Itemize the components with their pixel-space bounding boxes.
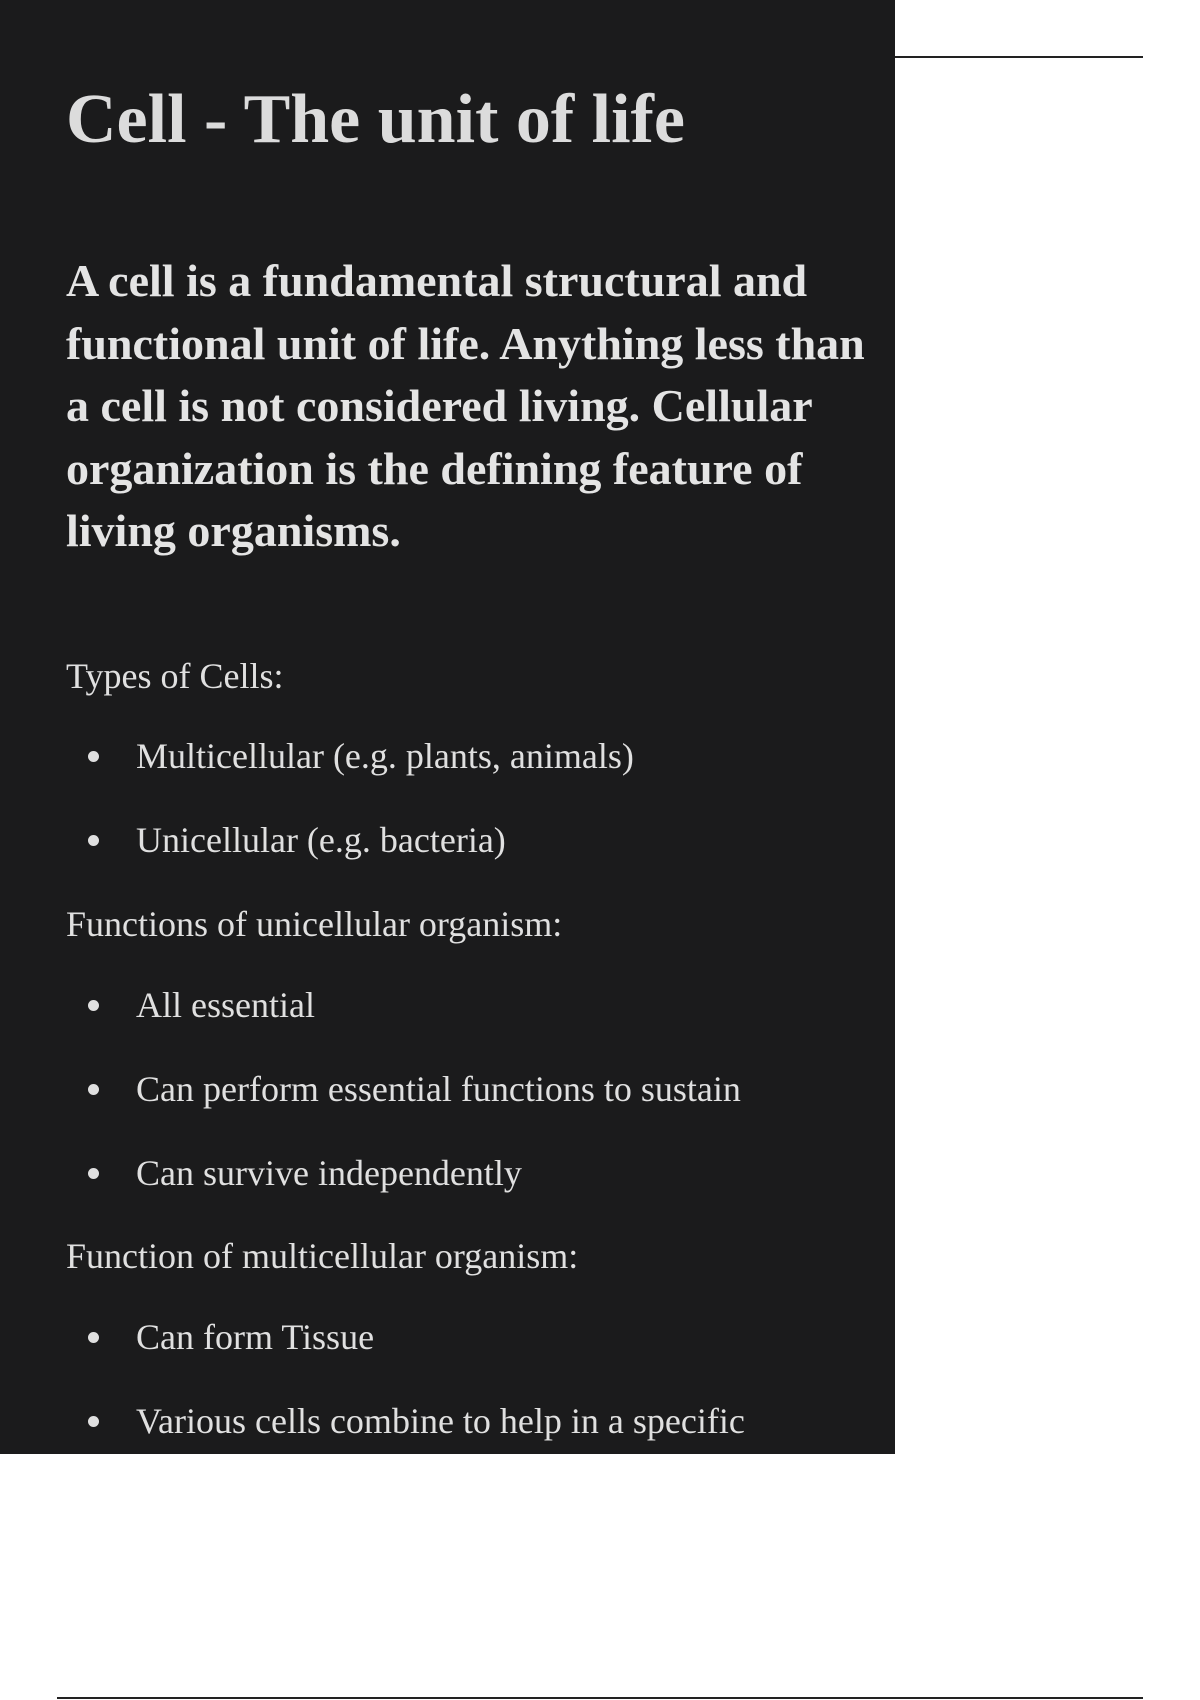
list-item [88, 818, 506, 862]
multicellular-heading: Function of multicellular organism: [66, 1236, 579, 1276]
bullet-icon [88, 1000, 99, 1011]
bullet-icon [88, 1416, 99, 1427]
list-item-text: Multicellular (e.g. plants, animals) [136, 736, 634, 776]
types-heading: Types of Cells: [66, 656, 284, 696]
top-rule [895, 56, 1143, 58]
list-item-text: Can form Tissue [136, 1317, 375, 1357]
bullet-icon [88, 1332, 99, 1343]
list-item [88, 983, 315, 1027]
bullet-icon [88, 1168, 99, 1179]
list-item-text: Various cells combine to help in a specific [136, 1401, 745, 1441]
bullet-icon [88, 835, 99, 846]
bullet-icon [88, 1084, 99, 1095]
list-item [88, 1067, 741, 1111]
list-item-text: Unicellular (e.g. bacteria) [136, 820, 506, 860]
list-item [88, 1151, 522, 1195]
list-item-text: Can perform essential functions to sustain [136, 1069, 741, 1109]
list-item-text: Can survive independently [136, 1153, 522, 1193]
unicellular-heading: Functions of unicellular organism: [66, 904, 563, 944]
bullet-icon [88, 751, 99, 762]
list-item [88, 734, 634, 778]
list-item [88, 1315, 374, 1359]
list-item-text: All essential [136, 985, 315, 1025]
lead-paragraph: A cell is a fundamental structural and functional unit of life. Anything less than a cell is not considered living. Cellular organization is the defining feature of living organisms. [66, 255, 865, 556]
bottom-rule [57, 1697, 1143, 1699]
list-item [88, 1399, 745, 1443]
slide-title: Cell - The unit of life [66, 81, 685, 158]
